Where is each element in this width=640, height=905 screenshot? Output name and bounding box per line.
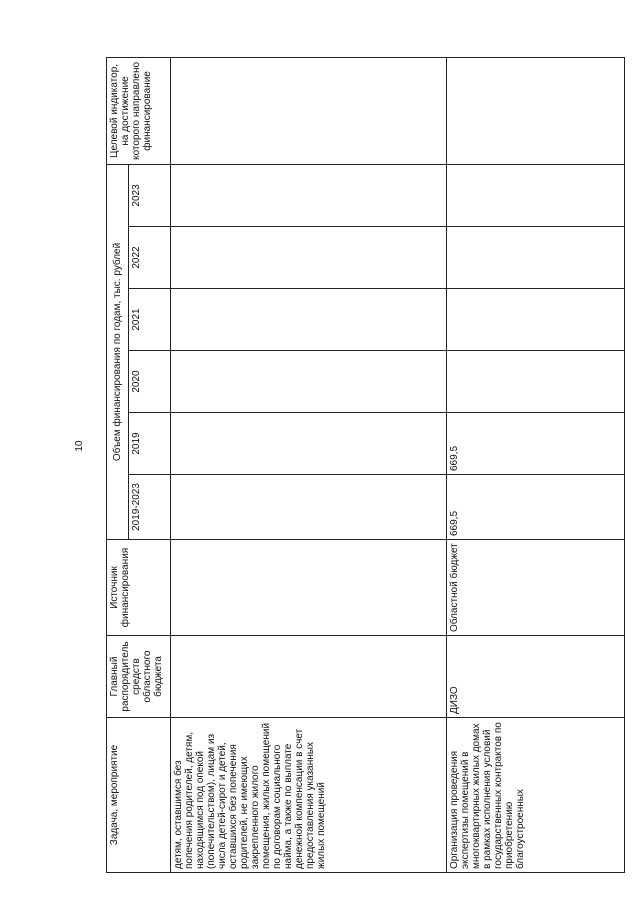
header-year-2019-2023: 2019-2023 xyxy=(129,475,171,540)
header-volume: Объем финансирования по годам, тыс. рублей xyxy=(107,164,129,539)
row-2-indicator xyxy=(447,57,625,164)
row-1-source xyxy=(171,540,447,636)
header-distributor: Главный распорядитель средств областного бюджета xyxy=(107,636,171,718)
header-year-2021: 2021 xyxy=(129,289,171,351)
row-2-value-2019: 669,5 xyxy=(447,413,625,475)
header-task: Задача, мероприятие xyxy=(107,718,171,873)
table-row xyxy=(171,57,447,872)
row-1-value-2022 xyxy=(171,227,447,289)
row-2-source: Областной бюджет xyxy=(447,540,625,636)
row-2-value-2021 xyxy=(447,289,625,351)
header-year-2023: 2023 xyxy=(129,164,171,226)
row-2-distributor: ДИЗО xyxy=(447,636,625,718)
row-1-indicator xyxy=(171,57,447,164)
header-year-2022: 2022 xyxy=(129,227,171,289)
row-2-value-2023 xyxy=(447,164,625,226)
row-2-value-2022 xyxy=(447,227,625,289)
row-1-task: детям, оставшимся без попечения родителей, детям, находящимся под опекой (попечительством), лицам из числа детей-сирот и детей, оставшихся без попечения родителей, не имеющих закрепленного жилого помещения, жилых помещений по договорам социального найма, а также по выплате денежной компенсации в счет предоставления указанных жилых помещений xyxy=(171,718,447,873)
row-1-distributor xyxy=(171,636,447,718)
row-1-value-2020 xyxy=(171,351,447,413)
table-row xyxy=(447,57,625,872)
header-indicator: Целевой индикатор, на достижение которого направлено финансирование xyxy=(107,57,171,164)
row-1-value-2023 xyxy=(171,164,447,226)
row-1-value-2019-2023 xyxy=(171,475,447,540)
row-1-value-2021 xyxy=(171,289,447,351)
header-source: Источник финансирования xyxy=(107,540,171,636)
page-number: 10 xyxy=(74,440,85,452)
row-2-value-2020 xyxy=(447,351,625,413)
financing-table-wrapper xyxy=(106,58,625,873)
header-year-2020: 2020 xyxy=(129,351,171,413)
financing-table xyxy=(106,57,625,873)
row-2-task: Организация проведения экспертизы помещений в многоквартирных жилых домах в рамках исполнения условий государственных контрактов по приобретению благоустроенных xyxy=(447,718,625,873)
header-year-2019: 2019 xyxy=(129,413,171,475)
row-1-value-2019 xyxy=(171,413,447,475)
row-2-value-2019-2023: 669,5 xyxy=(447,475,625,540)
